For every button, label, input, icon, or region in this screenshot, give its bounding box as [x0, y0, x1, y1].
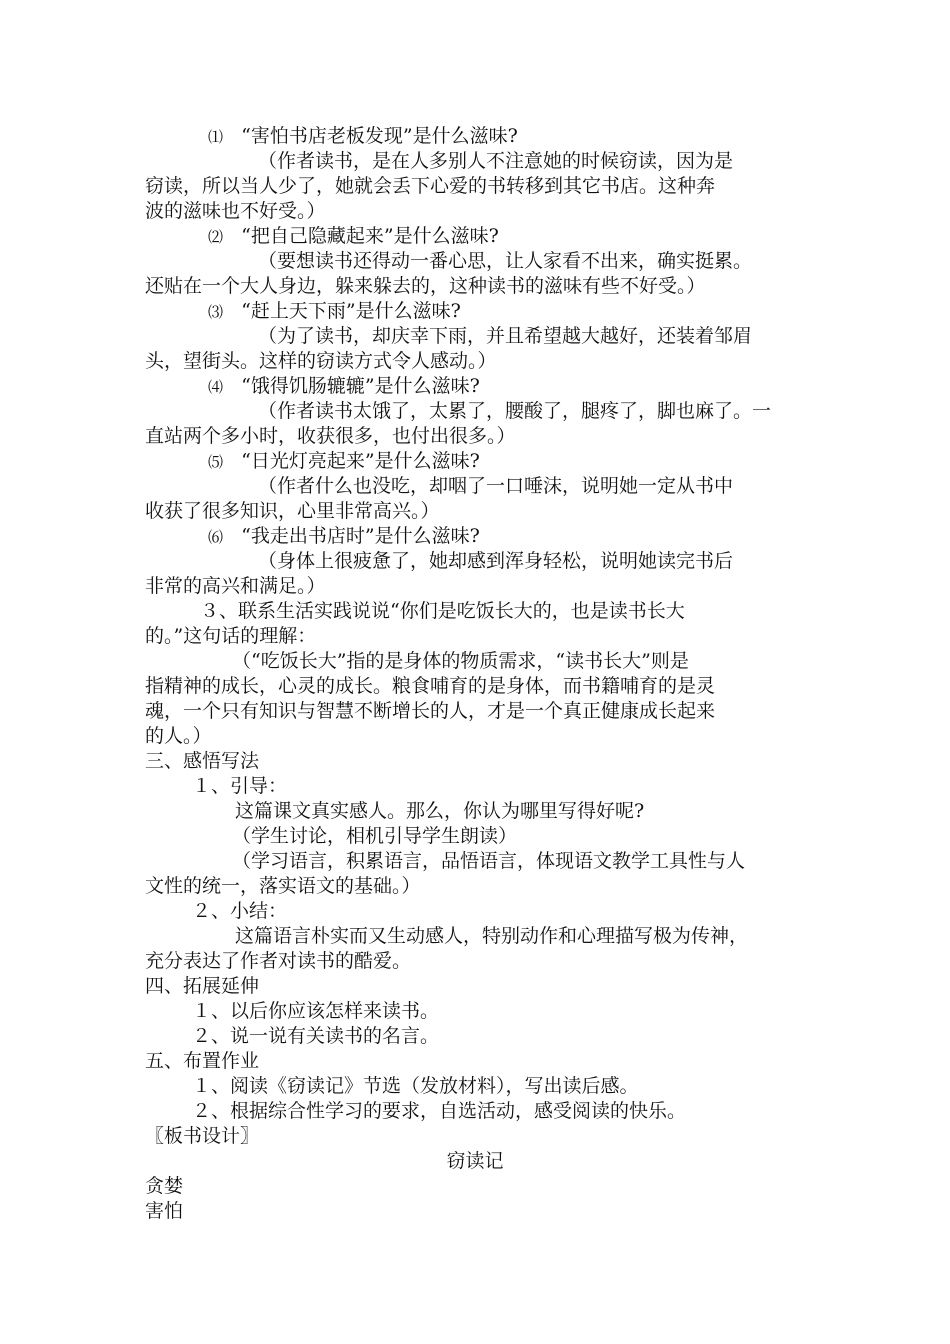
question-line-5 — [208, 449, 878, 475]
board-heading: 〖板书设计〗 — [145, 1125, 260, 1147]
list-item: ２、根据综合性学习的要求，自选活动，感受阅读的快乐。 — [192, 1100, 687, 1122]
answer-line: 波的滋味也不好受。） — [145, 200, 326, 222]
question-text: “我走出书店时”是什么滋味? — [241, 525, 480, 547]
paragraph-line: 文性的统一，落实语文的基础。） — [145, 875, 421, 897]
question-number: ⑷ — [208, 378, 224, 396]
question-number: ⑵ — [208, 228, 224, 246]
question-line-1 — [208, 124, 878, 150]
answer-line: 非常的高兴和满足。） — [145, 575, 326, 597]
question-line-3 — [208, 299, 878, 325]
paragraph-line: （学习语言，积累语言，品悟语言，体现语文教学工具性与人 — [232, 850, 746, 872]
question-line-2 — [208, 224, 878, 250]
section-heading: 五、布置作业 — [145, 1050, 260, 1072]
paragraph-line: 这篇语言朴实而又生动感人，特别动作和心理描写极为传神， — [235, 925, 749, 947]
question-text: “饿得饥肠辘辘”是什么滋味? — [241, 375, 480, 397]
answer-line: （为了读书，却庆幸下雨，并且希望越大越好，还装着邹眉 — [258, 325, 753, 347]
list-item: １、以后你应该怎样来读书。 — [192, 1000, 440, 1022]
item3-line: ３、联系生活实践说说“你们是吃饭长大的，也是读书长大 — [200, 600, 685, 622]
question-text: “日光灯亮起来”是什么滋味? — [241, 450, 480, 472]
paragraph-line: 充分表达了作者对读书的酷爱。 — [145, 950, 412, 972]
answer-line: （作者读书，是在人多别人不注意她的时候窃读，因为是 — [258, 150, 734, 172]
question-number: ⑴ — [208, 128, 224, 146]
section-heading: 四、拓展延伸 — [145, 975, 260, 997]
list-item: １、阅读《窃读记》节选（发放材料），写出读后感。 — [192, 1075, 639, 1097]
answer-line: （要想读书还得动一番心思，让人家看不出来，确实挺累。 — [258, 250, 753, 272]
item3-line: 的。”这句话的理解： — [145, 625, 317, 647]
answer-line: 收获了很多知识，心里非常高兴。） — [145, 500, 440, 522]
item3-answer-line: 的人。） — [145, 725, 212, 747]
item3-answer-line: （“吃饭长大”指的是身体的物质需求，“读书长大”则是 — [232, 650, 689, 672]
subheading: １、引导： — [192, 775, 288, 797]
answer-line: （作者什么也没吃，却咽了一口唾沫，说明她一定从书中 — [258, 475, 734, 497]
paragraph-line: （学生讨论，相机引导学生朗读） — [232, 825, 518, 847]
answer-line: 窃读，所以当人少了，她就会丢下心爱的书转移到其它书店。这种奔 — [145, 175, 716, 197]
question-number: ⑹ — [208, 528, 224, 546]
answer-line: 还贴在一个大人身边，躲来躲去的，这种读书的滋味有些不好受。） — [145, 275, 706, 297]
item3-answer-line: 魂，一个只有知识与智慧不断增长的人，才是一个真正健康成长起来 — [145, 700, 716, 722]
board-word: 贪婪 — [145, 1175, 184, 1197]
answer-line: 直站两个多小时，收获很多，也付出很多。） — [145, 425, 516, 447]
answer-line: （身体上很疲惫了，她却感到浑身轻松，说明她读完书后 — [258, 550, 734, 572]
question-number: ⑸ — [208, 453, 224, 471]
list-item: ２、说一说有关读书的名言。 — [192, 1025, 440, 1047]
question-line-4 — [208, 374, 878, 400]
paragraph-line: 这篇课文真实感人。那么，你认为哪里写得好呢? — [235, 800, 645, 822]
question-line-6 — [208, 524, 878, 550]
question-text: “赶上天下雨”是什么滋味? — [241, 300, 461, 322]
answer-line: （作者读书太饿了，太累了，腰酸了，腿疼了，脚也麻了。一 — [258, 400, 772, 422]
item3-answer-line: 指精神的成长，心灵的成长。粮食哺育的是身体，而书籍哺育的是灵 — [145, 675, 716, 697]
answer-line: 头，望街头。这样的窃读方式令人感动。） — [145, 350, 497, 372]
question-text: “害怕书店老板发现”是什么滋味? — [241, 125, 518, 147]
question-number: ⑶ — [208, 303, 224, 321]
section-heading: 三、感悟写法 — [145, 750, 260, 772]
board-word: 害怕 — [145, 1200, 184, 1222]
question-text: “把自己隐藏起来”是什么滋味? — [241, 225, 499, 247]
board-title: 窃读记 — [446, 1150, 504, 1172]
subheading: ２、小结： — [192, 900, 288, 922]
